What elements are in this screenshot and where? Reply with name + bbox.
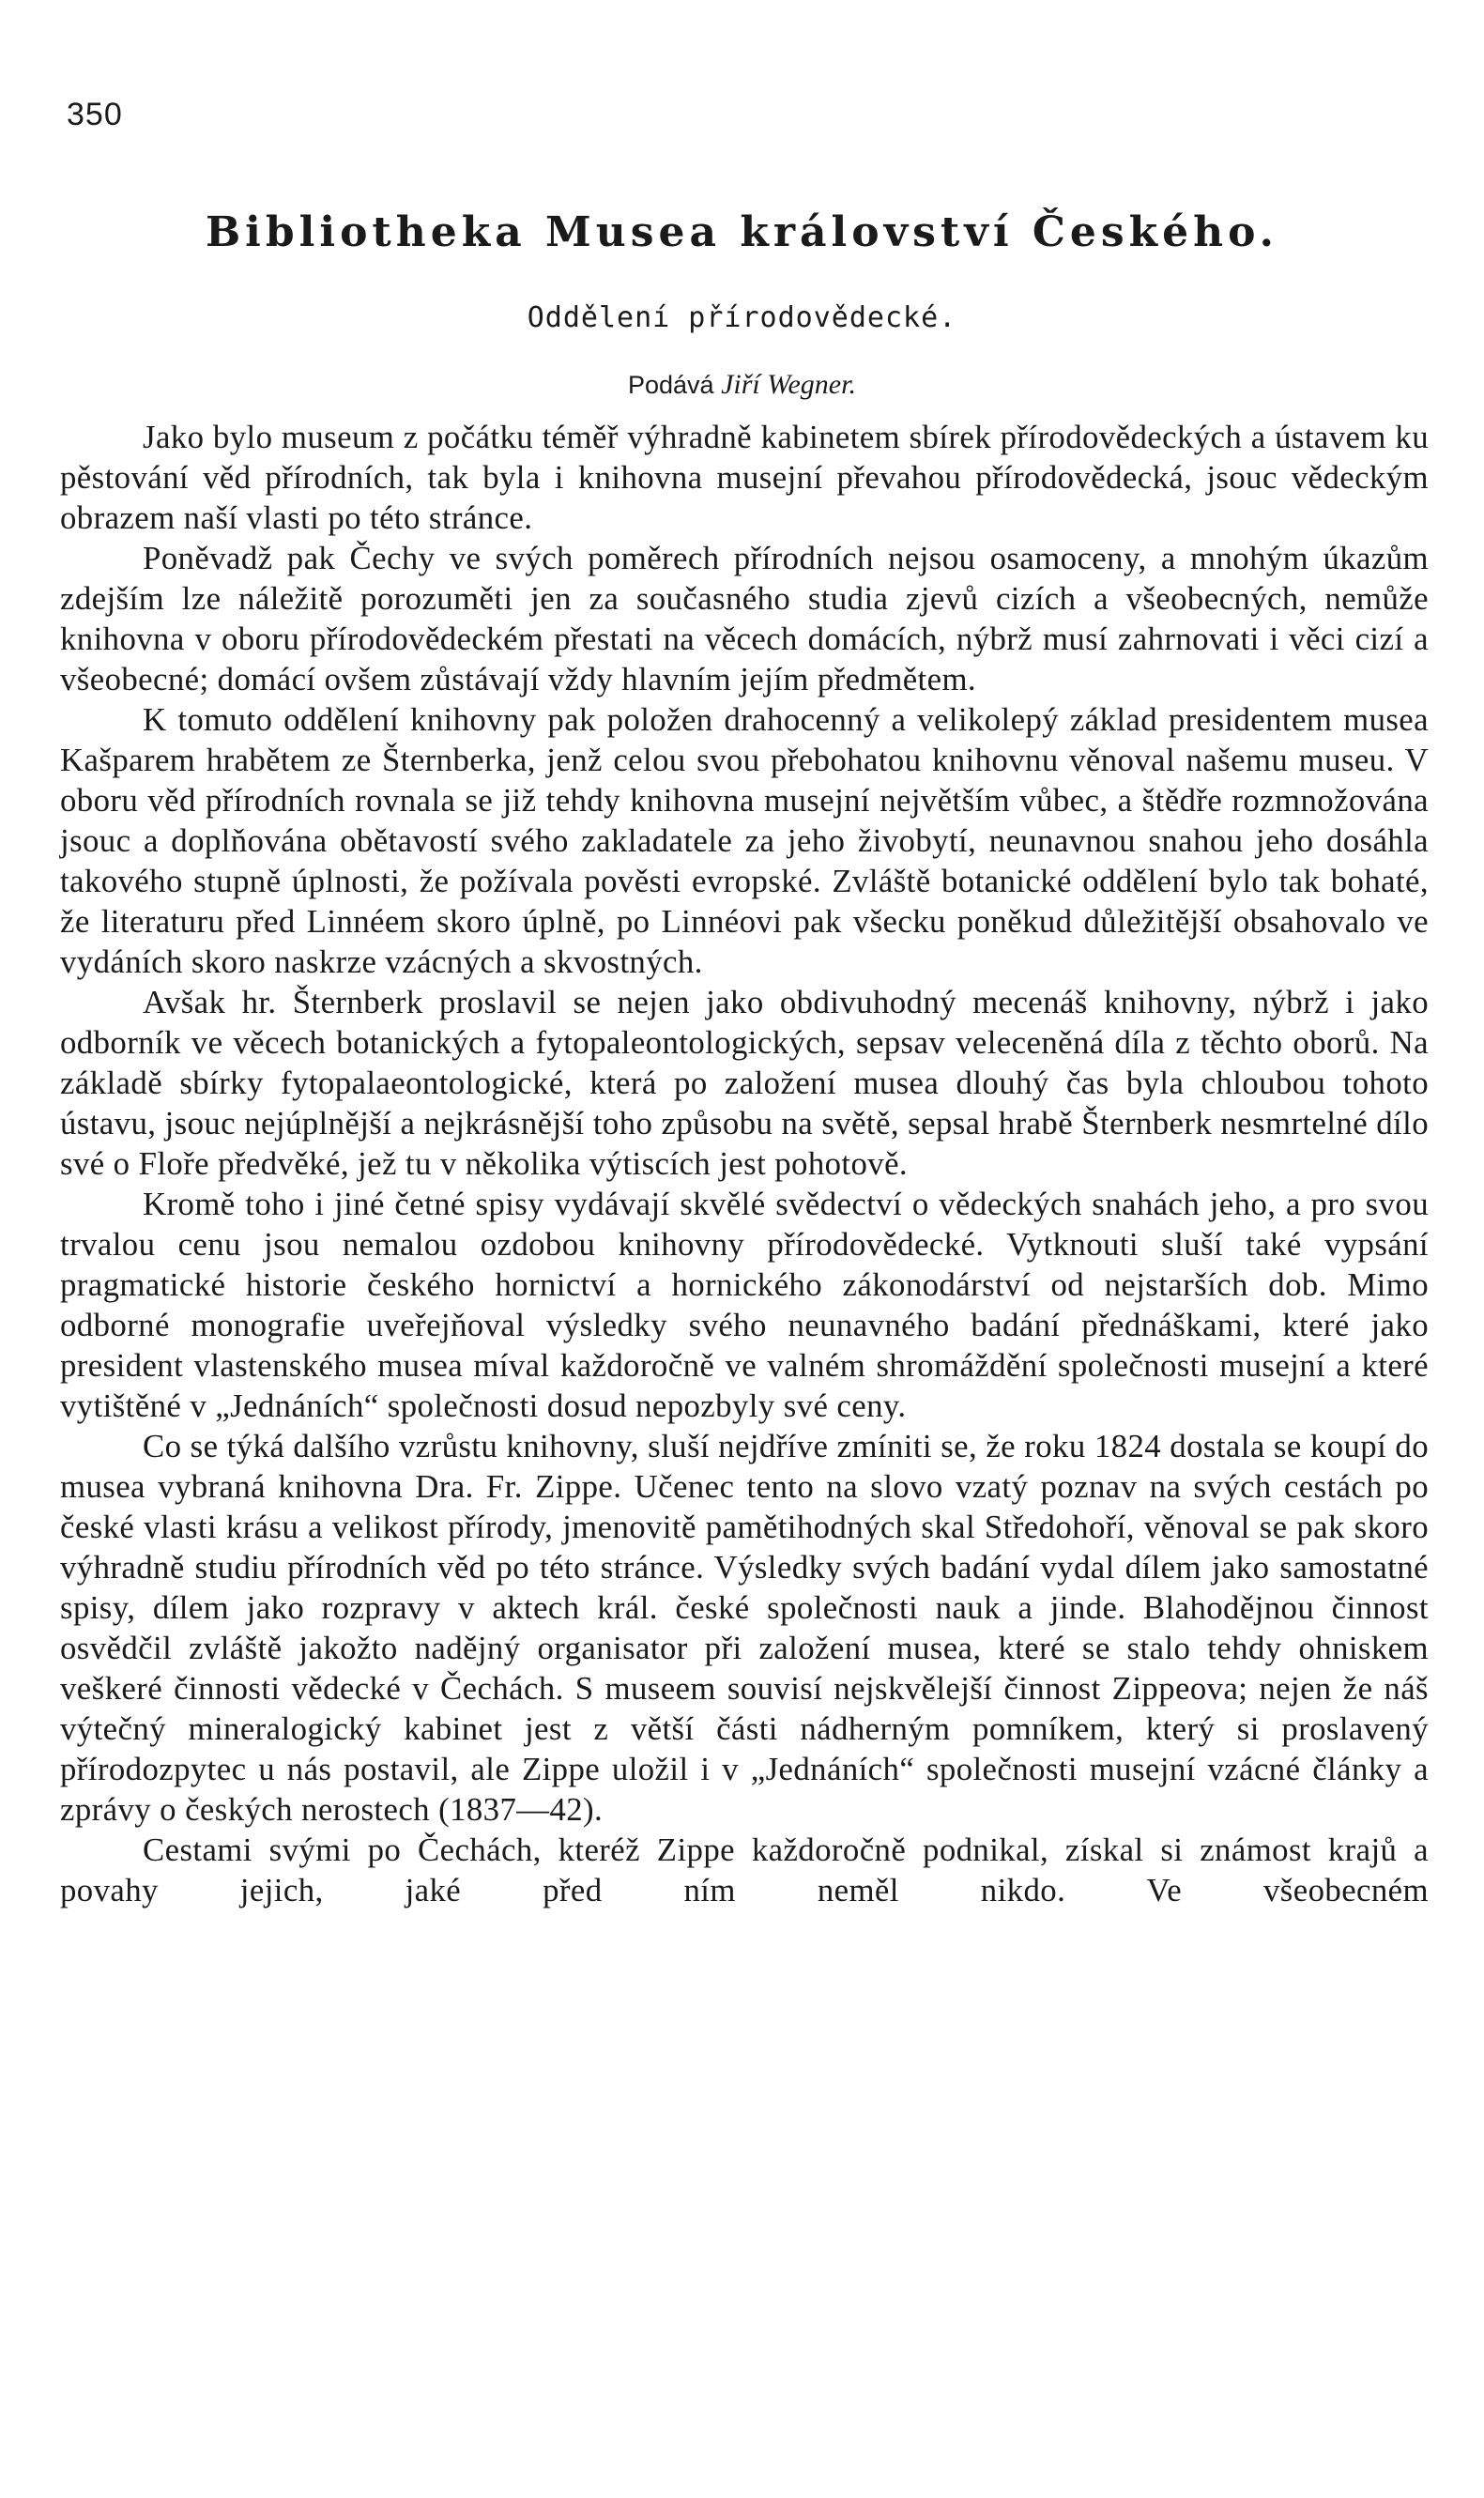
article-body — [60, 417, 1429, 1910]
paragraph-3: K tomuto oddělení knihovny pak položen drahocenný a velikolepý základ presidentem musea Kašparem hrabětem ze Šternberka, jenž celou svou přebohatou knihovnu věnoval našemu museu. V oboru věd přírodních rovnala se již tehdy knihovna musejní největším vůbec, a štědře rozmnožována jsouc a doplňována obětavostí svého zakladatele za jeho živobytí, neunavnou snahou jeho dosáhla takového stupně úplnosti, že požívala pověsti evropské. Zvláště botanické oddělení bylo tak bohaté, že literaturu před Linnéem skoro úplně, po Linnéovi pak všecku poněkud důležitější obsahovalo ve vydáních skoro naskrze vzácných a skvostných. — [60, 701, 1429, 980]
paragraph-2: Poněvadž pak Čechy ve svých poměrech přírodních nejsou osamoceny, a mnohým úkazům zdejším lze náležitě porozuměti jen za současného studia zjevů cizích a všeobecných, nemůže knihovna v oboru přírodovědeckém přestati na věcech domácích, nýbrž musí zahrnovati i věci cizí a všeobecné; domácí ovšem zůstávají vždy hlavním jejím předmětem. — [60, 540, 1429, 697]
byline-author: Jiří Wegner. — [721, 369, 856, 400]
paragraph-1: Jako bylo museum z počátku téměř výhradně kabinetem sbírek přírodovědeckých a ústavem ku pěstování věd přírodních, tak byla i knihovna musejní převahou přírodovědecká, jsouc vědeckým obrazem naší vlasti po této stránce. — [60, 419, 1429, 536]
page-number: 350 — [67, 97, 123, 132]
paragraph-7: Cestami svými po Čechách, kteréž Zippe každoročně podnikal, získal si známost krajů a povahy jejich, jaké před ním neměl nikdo. Ve všeobecném — [60, 1831, 1429, 1908]
byline — [0, 369, 1484, 401]
paragraph-5: Kromě toho i jiné četné spisy vydávají skvělé svědectví o vědeckých snahách jeho, a pro svou trvalou cenu jsou nemalou ozdobou knihovny přírodovědecké. Vytknouti sluší také vypsání pragmatické historie českého hornictví a hornického zákonodárství od nejstarších dob. Mimo odborné monografie uveřejňoval výsledky svého neunavného badání přednáškami, které jako president vlastenského musea míval každoročně ve valném shromáždění společnosti musejní a které vytištěné v „Jednáních“ společnosti dosud nepozbyly své ceny. — [60, 1186, 1429, 1424]
section-heading: Oddělení přírodovědecké. — [527, 301, 957, 334]
paragraph-4: Avšak hr. Šternberk proslavil se nejen jako obdivuhodný mecenáš knihovny, nýbrž i jako odborník ve věcech botanických a fytopaleontologických, sepsav veleceněná díla z těchto oborů. Na základě sbírky fytopalaeontologické, která po založení musea dlouhý čas byla chloubou tohoto ústavu, jsouc nejúplnější a nejkrásnější toho způsobu na světě, sepsal hrabě Šternberk nesmrtelné dílo své o Floře předvěké, jež tu v několika výtiscích jest pohotově. — [60, 984, 1429, 1182]
byline-prefix: Podává — [628, 371, 714, 399]
article-title: Bibliotheka Musea království Českého. — [205, 208, 1278, 256]
paragraph-6: Co se týká dalšího vzrůstu knihovny, sluší nejdříve zmíniti se, že roku 1824 dostala se koupí do musea vybraná knihovna Dra. Fr. Zippe. Učenec tento na slovo vzatý poznav na svých cestách po české vlasti krásu a velikost přírody, jmenovitě pamětihodných skal Středohoří, věnoval se pak skoro výhradně studiu přírodních věd po této stránce. Výsledky svých badání vydal dílem jako samostatné spisy, dílem jako rozpravy v aktech král. české společnosti nauk a jinde. Blahodějnou činnost osvědčil zvláště jakožto nadějný organisator při založení musea, které se stalo tehdy ohniskem veškeré činnosti vědecké v Čechách. S museem souvisí nejskvělejší činnost Zippeova; nejen že náš výtečný mineralogický kabinet jest z větší části nádherným pomníkem, který si proslavený přírodozpytec u nás postavil, ale Zippe uložil i v „Jednáních“ společnosti musejní vzácné články a zprávy o českých nerostech (1837—42). — [60, 1428, 1429, 1828]
